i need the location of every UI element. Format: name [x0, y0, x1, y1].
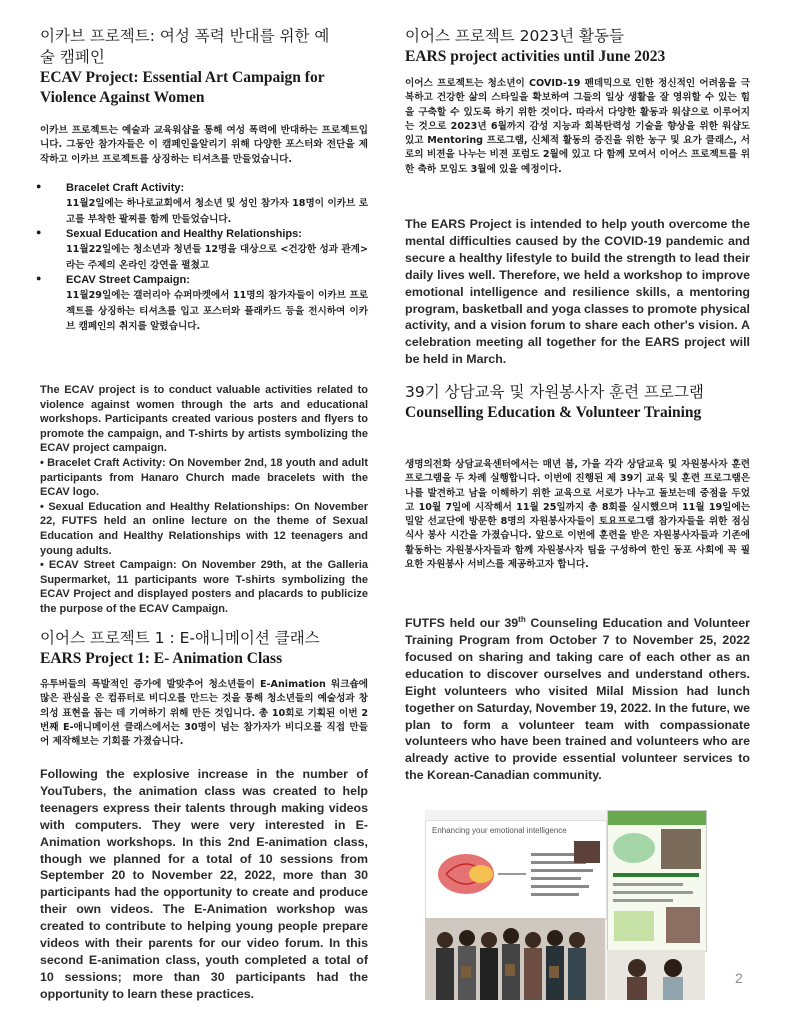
anim-title-en: EARS Project 1: E- Animation Class	[40, 650, 283, 667]
anim-title-ko: 이어스 프로젝트 1 : E-애니메이션 클래스	[40, 629, 320, 647]
anim-heading	[40, 628, 368, 669]
ecav-title-en: ECAV Project: Essential Art Campaign for Violence Against Women	[40, 69, 325, 106]
poster-photo	[607, 810, 707, 952]
ears-title-en: EARS project activities until June 2023	[405, 48, 666, 65]
poster-photo-inset	[666, 907, 700, 943]
poster-photo-inset	[661, 829, 701, 869]
bullet-title: ● ECAV Street Campaign:	[66, 274, 190, 286]
bullet-title: ● Bracelet Craft Activity:	[66, 182, 185, 194]
ears-title-ko: 이어스 프로젝트 2023년 활동들	[405, 27, 624, 45]
ecav-english	[40, 383, 368, 617]
bullet-title: ● Sexual Education and Healthy Relationships:	[66, 228, 302, 240]
ecav-en-bracelet: • Bracelet Craft Activity: On November 2nd, 18 youth and adult participants from Hanaro Church made bracelets with the ECAV logo.	[40, 456, 368, 499]
ecav-en-education: • Sexual Education and Healthy Relationships: On November 22, FUTFS held an online lecture on the theme of Sexual Education and Healthy Relationships with 12 teenagers and young adults.	[40, 500, 368, 557]
bullet-item	[40, 181, 368, 227]
counsel-title-ko: 39기 상담교육 및 자원봉사자 훈련 프로그램	[405, 383, 704, 401]
counsel-en-sup: th	[518, 615, 526, 624]
counsel-en	[405, 612, 750, 784]
people-icon	[607, 950, 705, 1000]
poster-box	[614, 911, 654, 941]
counsel-heading	[405, 382, 750, 423]
slide-photo	[425, 820, 607, 920]
poster-circle	[613, 833, 655, 863]
photo-collage	[425, 810, 705, 1000]
ecav-en-street: • ECAV Street Campaign: On November 29th, at the Galleria Supermarket, 11 participants wore T-shirts symbolizing the ECAV Project and displayed posters and placards to publicize the purpose of the ECAV Campaign.	[40, 559, 368, 615]
ecav-title-ko: 이카브 프로젝트: 여성 폭력 반대를 위한 예술 캠페인	[40, 27, 330, 66]
poster-line	[613, 899, 673, 902]
bullet-item	[40, 227, 368, 273]
counsel-en-rest: Counseling Education and Volunteer Training Program from October 7 to November 25, 2022 focused on sharing and taking care of each other as an education to discover ourselves and understand others. Eight volunteers who visited Milal Mission had lunch together on Saturday, November 19, 2022. In the future, we plan to form a volunteer team with compassionate volunteers who have been trained and volunteers who are already active to provide essential volunteer services to the Korean-Canadian community.	[405, 616, 750, 783]
bullet-item	[40, 273, 368, 335]
bullet-text: 11월22일에는 청소년과 청년들 12명을 대상으로 <건강한 성과 관계>라는 주제의 온라인 강연을 펼쳤고	[66, 244, 368, 271]
anim-en: Following the explosive increase in the number of YouTubers, the animation class was created to help teenagers express their talents through making videos with computers. They were very interested in E-Animation workshops. In this 2nd E-animation class, though we planned for a total of 10 sessions from September 20 to November 22, 2022, more than 30 participants had the opportunity to create and produce their own videos. The E-Animation workshop was created to contribute to helping young people prepare videos with their parents for our video forum. In this second E-animation class, youth completed a total of 10 sessions; more than 30 participants had the opportunity to learn these practices.	[40, 767, 368, 1001]
ears-en: The EARS Project is intended to help youth overcome the mental difficulties caused by the COVID-19 pandemic and secure a healthy lifestyle to build the strength to lead their daily lives well. Therefore, we held a workshop to improve emotional intelligence and resilience skills, a mentoring program, basketball and yoga classes to promote physical activity, and a vision forum to share each other's vision. A celebration meeting all together for the EARS project will be held in March.	[405, 217, 750, 367]
counsel-en-start: FUTFS held our 39	[405, 616, 519, 631]
counsel-title-en: Counselling Education & Volunteer Training	[405, 404, 702, 421]
poster-line	[613, 873, 699, 877]
poster-line	[613, 883, 683, 886]
counsel-ko: 생명의전화 상담교육센터에서는 매년 봄, 가을 각각 상담교육 및 자원봉사자 훈련 프로그램을 두 차례 실행합니다. 이번에 진행된 제 39기 교육 및 훈련 프로그램은 나를 발견하고 남을 이해하기 위한 교육으로 서로가 나누고 돌보는데 중점을 두었고 10월 7일에 시작해서 11월 25일까지 총 8회를 실시했으며 11월 19일에는 밀알 선교단에 방문한 8명의 자원봉사자들이 토요프로그램 참가자들을 위한 점심 식사 봉사 시간을 가졌습니다. 앞으로 이번에 훈련을 받은 자원봉사자들과 기존에 활동하는 자원봉사자들과 함께 자원봉사자 팀을 구성하여 한인 동포 사회에 꼭 필요한 자원봉사 서비스를 제공하고자 합니다.	[405, 459, 750, 571]
poster-line	[613, 891, 693, 894]
ecav-intro-ko: 이카브 프로젝트는 예술과 교육워샵을 통해 여성 폭력에 반대하는 프로젝트입니다. 그동안 참가자들은 이 캠페인을알리기 위해 다양한 포스터와 전단을 제작하고 이카브 프로젝트를 상징하는 티셔츠를 만들었습니다.	[40, 125, 368, 165]
people-photo	[607, 950, 705, 1000]
ecav-en-paragraph: The ECAV project is to conduct valuable activities related to violence against women through the arts and educational workshops. Participants created various posters and flyers to promote the campaign, and T-shirts by artists symbolizing the ECAV project campaign.	[40, 384, 368, 455]
ecav-bullet-list	[40, 181, 368, 335]
page-number: 2	[735, 970, 743, 986]
group-photo	[425, 918, 605, 1000]
group-people-icon	[425, 918, 605, 1000]
ecav-heading	[40, 26, 368, 108]
poster-banner	[608, 811, 706, 825]
ears-ko: 이어스 프로젝트는 청소년이 COVID-19 펜데믹으로 인한 정신적인 어려움을 극복하고 건강한 삶의 스타일을 확보하여 그들의 일상 생활을 잘 영위할 수 있는 힘을 구축할 수 있도록 하기 위한 것이다. 따라서 다양한 활동과 워샵으로 이루어지는 것으로 2023년 6월까지 감성 지능과 회복탄력성 기술을 향상을 위한 워샵도 있고 Mentoring 프로그램, 신체적 활동의 증진을 위한 농구 및 요가 클래스, 서로의 비젼을 나누는 비젼 포럼도 2월에 있고 다 함께 모여서 이어스 프로젝트를 위한 축하 모임도 3월에 있을 예정이다.	[405, 78, 750, 175]
anim-ko: 유투버들의 폭발적인 증가에 발맞추어 청소년들이 E-Animation 워크숍에 많은 관심을 은 컴퓨터로 비디오를 만드는 것을 통해 청소년들의 예술성과 창의성 표현을 돕는 데 기여하기 위해 만든 것입니다. 총 10회로 기획된 이번 2번째 E-애니메이션 클래스에서는 30명이 넘는 참가자가 비디오를 직접 만들어 제작해보는 기회를 가졌습니다.	[40, 679, 368, 748]
bullet-text: 11월2일에는 하나로교회에서 청소년 및 성인 참가자 18명이 이카브 로고를 부착한 팔찌를 함께 만들었습니다.	[66, 198, 368, 225]
slide-title: Enhancing your emotional intelligence	[432, 826, 567, 835]
video-thumbnail	[574, 841, 600, 863]
bullet-text: 11월29일에는 갤러리아 슈퍼마켓에서 11명의 참가자들이 이카브 프로젝트를 상징하는 티셔츠를 입고 포스터와 플래카드 등을 전시하여 이카브 캠페인의 취지를 알렸습니다.	[66, 290, 368, 332]
ears-heading	[405, 26, 750, 67]
